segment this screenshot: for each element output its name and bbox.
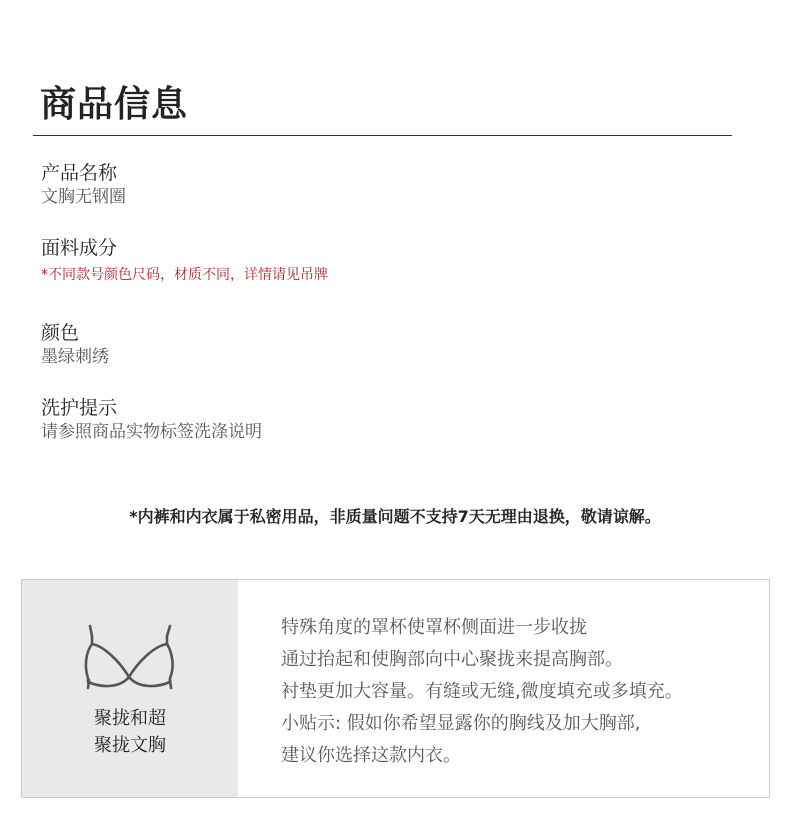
feature-panel-left [22,580,238,797]
field-value: 请参照商品实物标签洗涤说明 [41,422,262,442]
description-line: 衬垫更加大容量。有缝或无缝,微度填充或多填充。 [281,681,683,702]
feature-caption [22,705,238,759]
description-line: 建议你选择这款内衣。 [281,745,461,766]
description-line: 特殊角度的罩杯使罩杯侧面进一步收拢 [281,617,587,638]
feature-description [281,612,683,772]
fabric-warning-text: *不同款号颜色尺码，材质不同，详情请见吊牌 [41,267,328,283]
bra-outline-icon [82,622,178,690]
field-care [41,396,262,444]
title-divider [33,135,732,136]
section-title: 商品信息 [40,84,189,125]
field-label: 颜色 [41,322,80,344]
description-line: 通过抬起和使胸部向中心聚拢来提高胸部。 [281,649,623,670]
field-label: 洗护提示 [41,397,118,419]
field-value: 墨绿刺绣 [41,347,109,367]
field-fabric [41,236,328,287]
description-line: 小贴示: 假如你希望显露你的胸线及加大胸部, [281,713,641,734]
field-label: 面料成分 [41,237,118,259]
field-color [41,321,109,369]
field-value: 文胸无钢圈 [41,187,126,207]
caption-line: 聚拢文胸 [94,735,166,756]
field-label: 产品名称 [41,162,118,184]
caption-line: 聚拢和超 [94,708,166,729]
field-product-name [41,161,126,209]
return-policy-notice: *内裤和内衣属于私密用品，非质量问题不支持7天无理由退换，敬请谅解。 [129,507,661,526]
feature-panel [21,579,770,798]
